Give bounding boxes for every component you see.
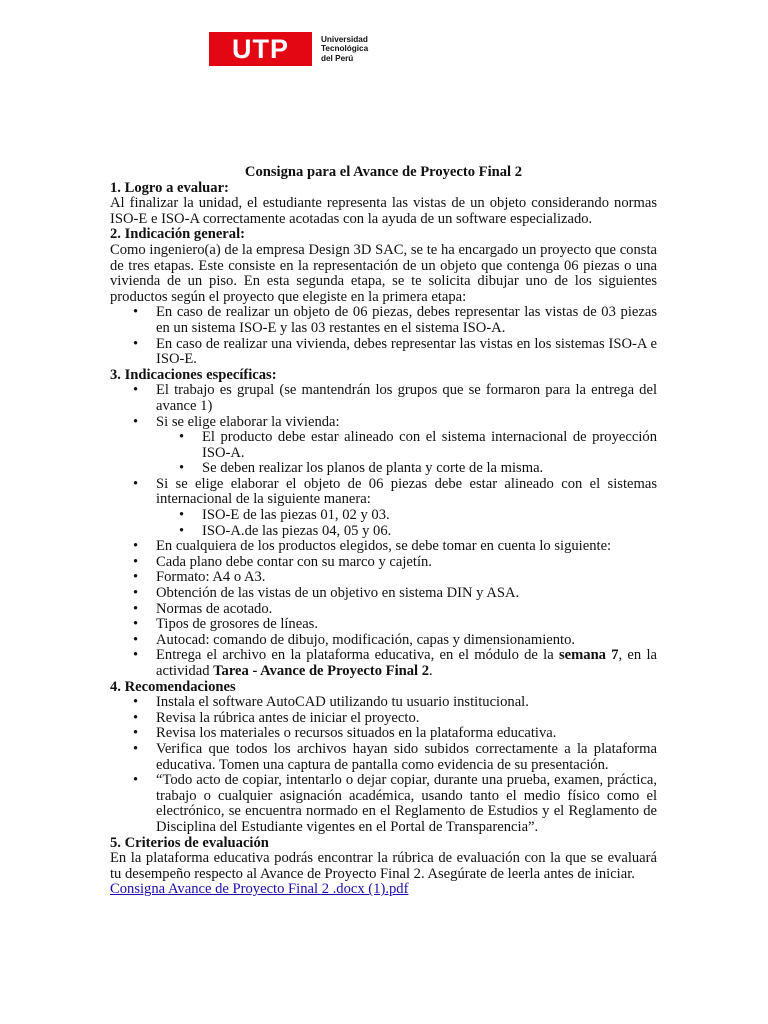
sublist-item: • El producto debe estar alineado con el sistema internacional de proyección ISO-A. [156, 430, 657, 461]
delivery-text-3: . [429, 663, 433, 679]
delivery-activity: Tarea - Avance de Proyecto Final 2 [213, 663, 430, 679]
delivery-week: semana 7 [558, 647, 619, 664]
list-item: • Normas de acotado. [110, 602, 657, 618]
logo-line-1: Universidad [321, 35, 368, 45]
list-item [110, 477, 657, 539]
section-5-text: En la plataforma educativa podrás encontrar la rúbrica de evaluación con la que se evaluará tu desempeño respecto al Avance de Proyecto Final 2. Asegúrate de leerla antes de iniciar. [110, 850, 657, 882]
utp-logo-box [209, 32, 312, 66]
list-item-delivery [110, 648, 657, 679]
section-3-list [110, 383, 657, 679]
section-1-heading: 1. Logro a evaluar: [110, 179, 229, 196]
logo-line-2: Tecnológica [321, 44, 369, 54]
section-2-heading: 2. Indicación general: [110, 226, 245, 243]
sublist-vivienda [156, 430, 657, 477]
utp-logo [209, 32, 368, 66]
sublist-item: • Se deben realizar los planos de planta y corte de la misma. [156, 461, 657, 477]
list-item: • Revisa la rúbrica antes de iniciar el proyecto. [110, 711, 657, 727]
document-body [110, 165, 657, 898]
list-item-text: Si se elige elaborar la vivienda: [156, 413, 340, 430]
list-item: • Instala el software AutoCAD utilizando tu usuario institucional. [110, 695, 657, 711]
section-4-list [110, 695, 657, 835]
list-item: • En caso de realizar una vivienda, debes representar las vistas en los sistemas ISO-A e ISO-E. [110, 337, 657, 368]
section-1-text: Al finalizar la unidad, el estudiante representa las vistas de un objeto considerando normas ISO-E e ISO-A correctamente acotadas con la ayuda de un software especializado. [110, 195, 657, 227]
section-2-text: Como ingeniero(a) de la empresa Design 3D SAC, se te ha encargado un proyecto que consta de tres etapas. Este consiste en la representación de un objeto que contenga 06 piezas o una vivienda de un piso. En esta segunda etapa, se te solicita dibujar uno de los siguientes productos según el proyecto que elegiste en la primera etapa: [110, 241, 657, 305]
list-item [110, 415, 657, 477]
list-item: • Autocad: comando de dibujo, modificación, capas y dimensionamiento. [110, 633, 657, 649]
utp-letters: UTP [232, 34, 289, 64]
section-3-heading: 3. Indicaciones específicas: [110, 366, 277, 383]
logo-wordmark [321, 35, 368, 63]
delivery-text-1: Entrega el archivo en la plataforma educativa, en el módulo de la [156, 647, 559, 664]
list-item: • Obtención de las vistas de un objetivo en sistema DIN y ASA. [110, 586, 657, 602]
document-title: Consigna para el Avance de Proyecto Final 2 [244, 164, 523, 180]
sublist-item: • ISO-E de las piezas 01, 02 y 03. [156, 508, 657, 524]
sublist-item: • ISO-A.de las piezas 04, 05 y 06. [156, 524, 657, 540]
list-item: • Cada plano debe contar con su marco y cajetín. [110, 555, 657, 571]
logo-line-3: del Perú [321, 53, 354, 63]
sublist-piezas [156, 508, 657, 539]
list-item: • “Todo acto de copiar, intentarlo o dejar copiar, durante una prueba, examen, práctica, trabajo o cualquier asignación académica, usando tanto el medio físico como el electrónico, se encuentra normado en el Reglamento de Estudios y el Reglamento de Disciplina del Estudiante vigentes en el Portal de Transparencia”. [110, 773, 657, 835]
section-5-heading: 5. Criterios de evaluación [110, 834, 269, 851]
list-item: • Verifica que todos los archivos hayan sido subidos correctamente a la plataforma educativa. Tomen una captura de pantalla como evidencia de su presentación. [110, 742, 657, 773]
list-item: • Formato: A4 o A3. [110, 570, 657, 586]
list-item: • En cualquiera de los productos elegidos, se debe tomar en cuenta lo siguiente: [110, 539, 657, 555]
attachment-link[interactable]: Consigna Avance de Proyecto Final 2 .docx (1).pdf [110, 881, 409, 898]
list-item: • El trabajo es grupal (se mantendrán los grupos que se formaron para la entrega del avance 1) [110, 383, 657, 414]
section-2-list [110, 305, 657, 367]
list-item: • En caso de realizar un objeto de 06 piezas, debes representar las vistas de 03 piezas en un sistema ISO-E y las 03 restantes en el sistema ISO-A. [110, 305, 657, 336]
list-item: • Tipos de grosores de líneas. [110, 617, 657, 633]
list-item-text: Si se elige elaborar el objeto de 06 piezas debe estar alineado con el sistemas internacional de la siguiente manera: [156, 475, 657, 508]
section-4-heading: 4. Recomendaciones [110, 678, 236, 695]
delivery-text-2: , en la actividad [156, 647, 657, 679]
list-item: • Revisa los materiales o recursos situados en la plataforma educativa. [110, 726, 657, 742]
